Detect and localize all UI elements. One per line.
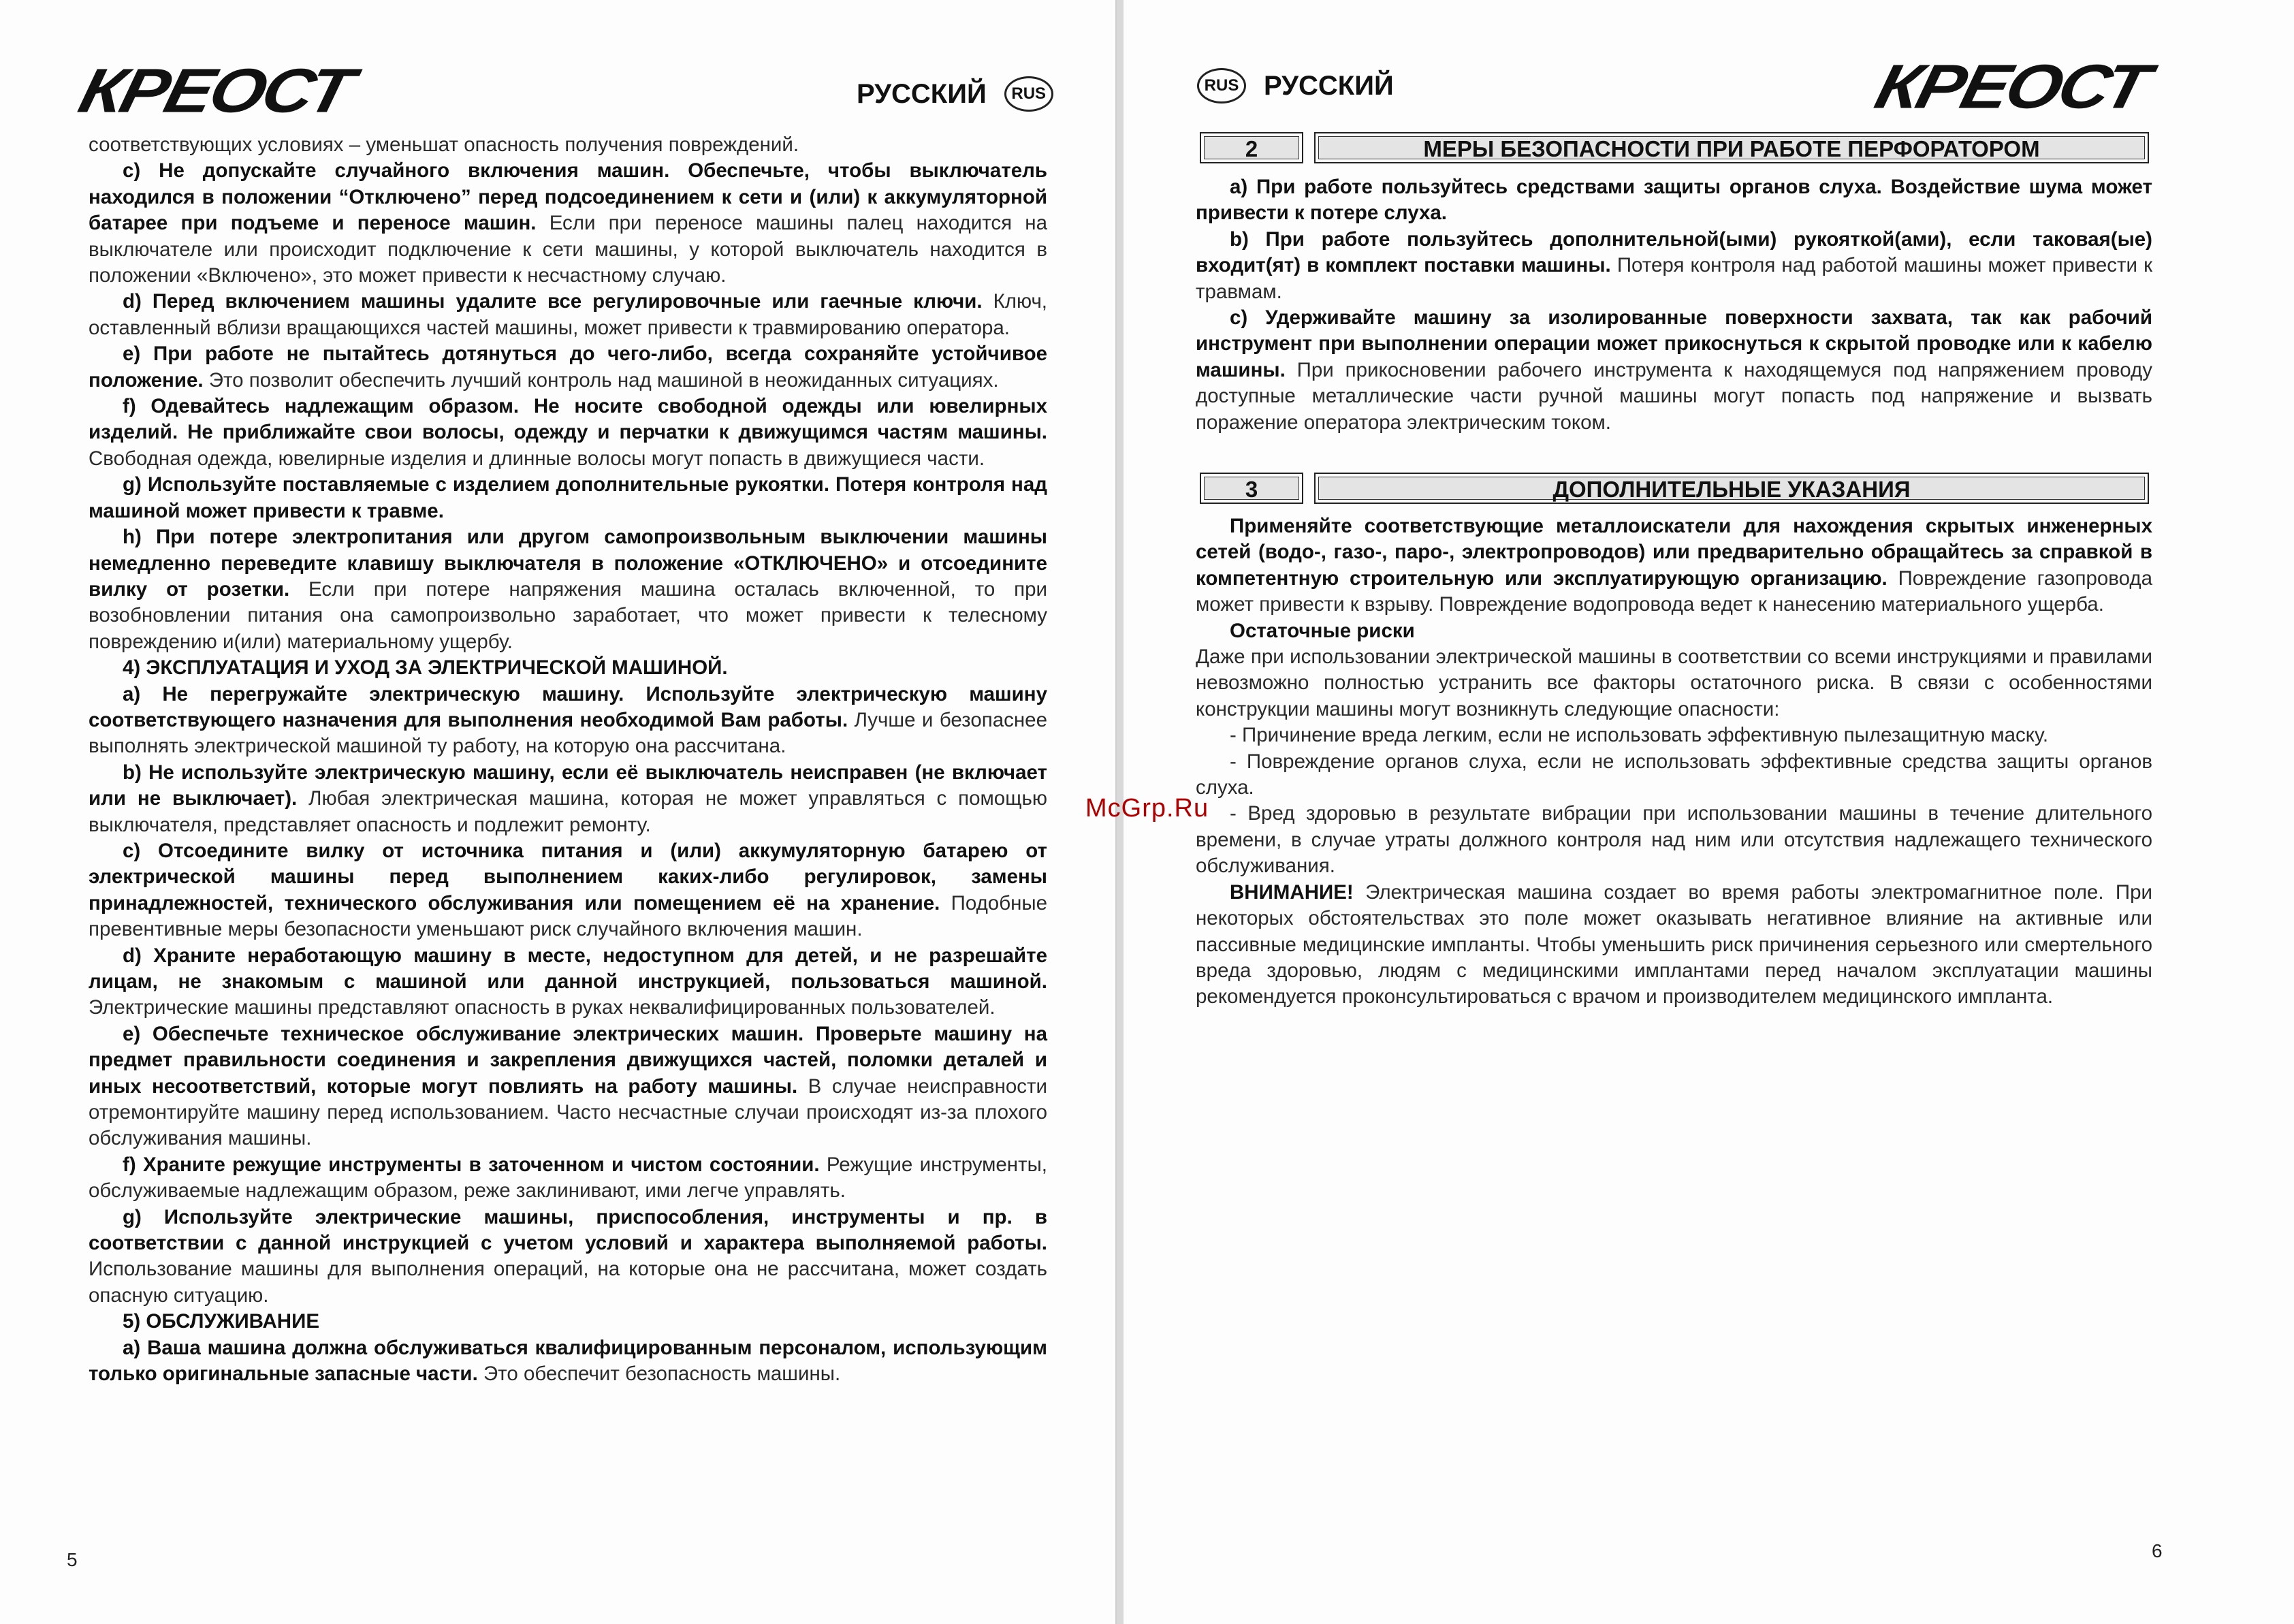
paragraph-text: Режущие инструменты, обслуживаемые надлежащим образом, реже заклинивают, ими легче управлять. [89,1153,1048,1203]
paragraph-bold: g) Используйте электрические машины, приспособления, инструменты и пр. в соответствии с данной инструкцией с учетом условий и характера выполняемой работы. [89,1205,1047,1255]
paragraph-bold: e) Обеспечьте техническое обслуживание электрических машин. Проверьте машину на предмет правильности соединения и закрепления движущихся частей, поломки деталей и иных несоответствий, которые могут повлиять на работу машины. [89,1022,1047,1098]
paragraph-bold: g) Используйте поставляемые с изделием дополнительные рукоятки. Потеря контроля над машиной может привести к травме. [89,473,1047,522]
paragraph-text: Если при переносе машины палец находится на выключателе или происходит подключение к сети машины, у которой выключатель находится в положении «Включено», это может привести к несчастному случаю. [89,212,1047,287]
paragraph-bold: d) Храните неработающую машину в месте, недоступном для детей, и не разрешайте лицам, не знакомым с машиной или данной инструкцией, пользоваться машиной. [89,944,1047,993]
paragraph-bold: a) При работе пользуйтесь средствами защиты органов слуха. Воздействие шума может привести к потере слуха. [1196,176,2152,225]
paragraph [89,132,1047,158]
left-text-column [89,132,1047,1388]
paragraph-text: Лучше и безопаснее выполнять электрической машиной ту работу, на которую она рассчитана. [89,708,1047,758]
section-3-intro-text: Повреждение газопровода может привести к взрыву. Повреждение водопровода ведет к нанесению материального ущерба. [1196,567,2152,616]
paragraph [1196,227,2152,305]
paragraph-bold: 5) ОБСЛУЖИВАНИЕ [123,1310,319,1333]
paragraph-bold: f) Одевайтесь надлежащим образом. Не носите свободной одежды или ювелирных изделий. Не приближайте свои волосы, одежду и перчатки к движущимся частям машины. [89,395,1047,444]
paragraph [1196,174,2152,227]
paragraph-bold: c) Не допускайте случайного включения машин. Обеспечьте, чтобы выключатель находился в положении “Отключено” перед подсоединением к сети и (или) к аккумуляторной батарее при подъеме и переносе машин. [89,159,1047,235]
paragraph [89,394,1047,472]
risk-item: - Вред здоровью в результате вибрации при использовании машины в течение длительного времени, в случае утраты должного контроля над ним или отсутствия надлежащего технического обслуживания. [1196,802,2152,878]
paragraph-bold: e) При работе не пытайтесь дотянуться до чего-либо, всегда сохраняйте устойчивое положение. [89,343,1047,392]
paragraph [89,1309,1047,1335]
watermark: McGrp.Ru [1085,794,1209,823]
paragraph [89,1021,1047,1152]
paragraph [89,158,1047,289]
paragraph [89,760,1047,838]
paragraph [89,472,1047,524]
language-badge-right: RUS [1197,68,1246,104]
language-label-right: РУССКИЙ [1264,70,1394,101]
paragraph-text: В случае неисправности отремонтируйте машину перед использованием. Часто несчастные случаи происходят из-за плохого обслуживания машины. [89,1074,1048,1150]
paragraph-text: Ключ, оставленный вблизи вращающихся частей машины, может привести к травмированию оператора. [89,290,1048,339]
paragraph-text: Использование машины для выполнения операций, на которые она не рассчитана, может создать опасную ситуацию. [89,1258,1047,1307]
paragraph [89,655,1047,681]
warning-text: Электрическая машина создает во время работы электромагнитное поле. При некоторых обстоятельствах это поле может оказывать негативное влияние на активные или пассивные медицинские импланты. Чтобы уменьшить риск причинения серьезного или смертельного вреда здоровью, людям с медицинскими имплантами перед началом эксплуатации машины рекомендуется проконсультироваться с врачом и производителем медицинского импланта. [1196,880,2152,1008]
section-3-number: 3 [1200,473,1303,504]
warning-label: ВНИМАНИЕ! [1230,880,1354,904]
paragraph [89,341,1047,394]
language-header-right [1197,68,1394,104]
right-page [1124,0,2294,1624]
section-3-intro-bold: Применяйте соответствующие металлоискатели для нахождения скрытых инженерных сетей (водо-, газо-, паро-, электропроводов) или предварительно обращайтесь за справкой в компетентную строительную или эксплуатирующую организацию. [1196,515,2152,590]
paragraph [89,1205,1047,1309]
paragraph [89,1335,1047,1388]
risk-item: - Причинение вреда легким, если не использовать эффективную пылезащитную маску. [1230,724,2049,747]
paragraph-bold: f) Храните режущие инструменты в заточенном и чистом состоянии. [123,1153,820,1176]
paragraph-text: Это позволит обеспечить лучший контроль над машиной в неожиданных ситуациях. [203,368,999,392]
paragraph-bold: c) Отсоедините вилку от источника питания и (или) аккумуляторную батарею от электрической машины перед выполнением каких-либо регулировок, замены принадлежностей, технического обслуживания или помещением её на хранение. [89,839,1047,914]
section-3-text [1196,513,2152,1010]
paragraph-text: соответствующих условиях – уменьшат опасность получения повреждений. [89,133,799,156]
paragraph-bold: b) При работе пользуйтесь дополнительной(ыми) рукояткой(ами), если таковая(ые) входит(ят) в комплект поставки машины. [1196,227,2152,277]
left-page [0,0,1117,1624]
paragraph-bold: a) Не перегружайте электрическую машину. Используйте электрическую машину соответствующего назначения для выполнения необходимой Вам работы. [89,682,1047,731]
paragraph [89,943,1047,1021]
language-badge: RUS [1004,76,1053,112]
paragraph-text: Это обеспечит безопасность машины. [477,1363,841,1386]
paragraph-bold: a) Ваша машина должна обслуживаться квалифицированным персоналом, использующим только оригинальные запасные части. [89,1336,1047,1386]
paragraph-text: Свободная одежда, ювелирные изделия и длинные волосы могут попасть в движущиеся части. [89,447,985,470]
paragraph [89,838,1047,943]
paragraph [89,682,1047,760]
paragraph-bold: d) Перед включением машины удалите все регулировочные или гаечные ключи. [123,290,983,313]
paragraph-text: Любая электрическая машина, которая не может управляться с помощью выключателя, представляет опасность и подлежит ремонту. [89,787,1047,836]
paragraph-text: Потеря контроля над работой машины может привести к травмам. [1196,254,2152,303]
paragraph-text: Подобные превентивные меры безопасности уменьшают риск случайного включения машин. [89,891,1048,941]
section-2-title: МЕРЫ БЕЗОПАСНОСТИ ПРИ РАБОТЕ ПЕРФОРАТОРОМ [1314,132,2149,163]
section-2-text [1196,174,2152,436]
paragraph-text: Если при потере напряжения машина осталась включенной, то при возобновлении питания она самопроизвольно заработает, что может привести к телесному повреждению и(или) материальному ущербу. [89,577,1047,653]
section-2-number: 2 [1200,132,1303,163]
brand-logo: КРЕОСТ [72,56,359,126]
section-3-title: ДОПОЛНИТЕЛЬНЫЕ УКАЗАНИЯ [1314,473,2149,504]
paragraph-bold: b) Не используйте электрическую машину, если её выключатель неисправен (не включает или не выключает). [89,761,1047,810]
paragraph-bold: h) При потере электропитания или другом самопроизвольным выключении машины немедленно переведите клавишу выключателя в положение «ОТКЛЮЧЕНО» и отсоедините вилку от розетки. [89,526,1047,601]
paragraph-text: Электрические машины представляют опасность в руках неквалифицированных пользователей. [89,996,995,1019]
risk-item: - Повреждение органов слуха, если не использовать эффективные средства защиты органов слуха. [1196,750,2152,799]
paragraph-bold: 4) ЭКСПЛУАТАЦИЯ И УХОД ЗА ЭЛЕКТРИЧЕСКОЙ МАШИНОЙ. [123,656,728,680]
paragraph [89,1152,1047,1205]
section-3-header [1200,473,2149,504]
paragraph-text: При прикосновении рабочего инструмента к находящемуся под напряжением проводу доступные металлические части ручной машины могут попасть под напряжение и вызвать поражение оператора электрическим током. [1196,358,2152,434]
paragraph-bold: c) Удерживайте машину за изолированные поверхности захвата, так как рабочий инструмент при выполнении операции может прикоснуться к скрытой проводке или к кабелю машины. [1196,306,2152,381]
brand-logo-right: КРЕОСТ [1868,52,2155,122]
page-number-right: 6 [2152,1540,2163,1561]
language-label: РУССКИЙ [857,78,987,109]
residual-risks-heading: Остаточные риски [1230,619,1415,642]
language-header [857,76,1053,112]
paragraph [1196,305,2152,436]
residual-risks-text: Даже при использовании электрической машины в соответствии со всеми инструкциями и правилами невозможно полностью устранить все факторы остаточного риска. В связи с особенностями конструкции машины могут возникнуть следующие опасности: [1196,646,2152,720]
page-number-left: 5 [67,1549,78,1570]
paragraph [89,289,1047,341]
paragraph [89,524,1047,655]
section-2-header [1200,132,2149,163]
